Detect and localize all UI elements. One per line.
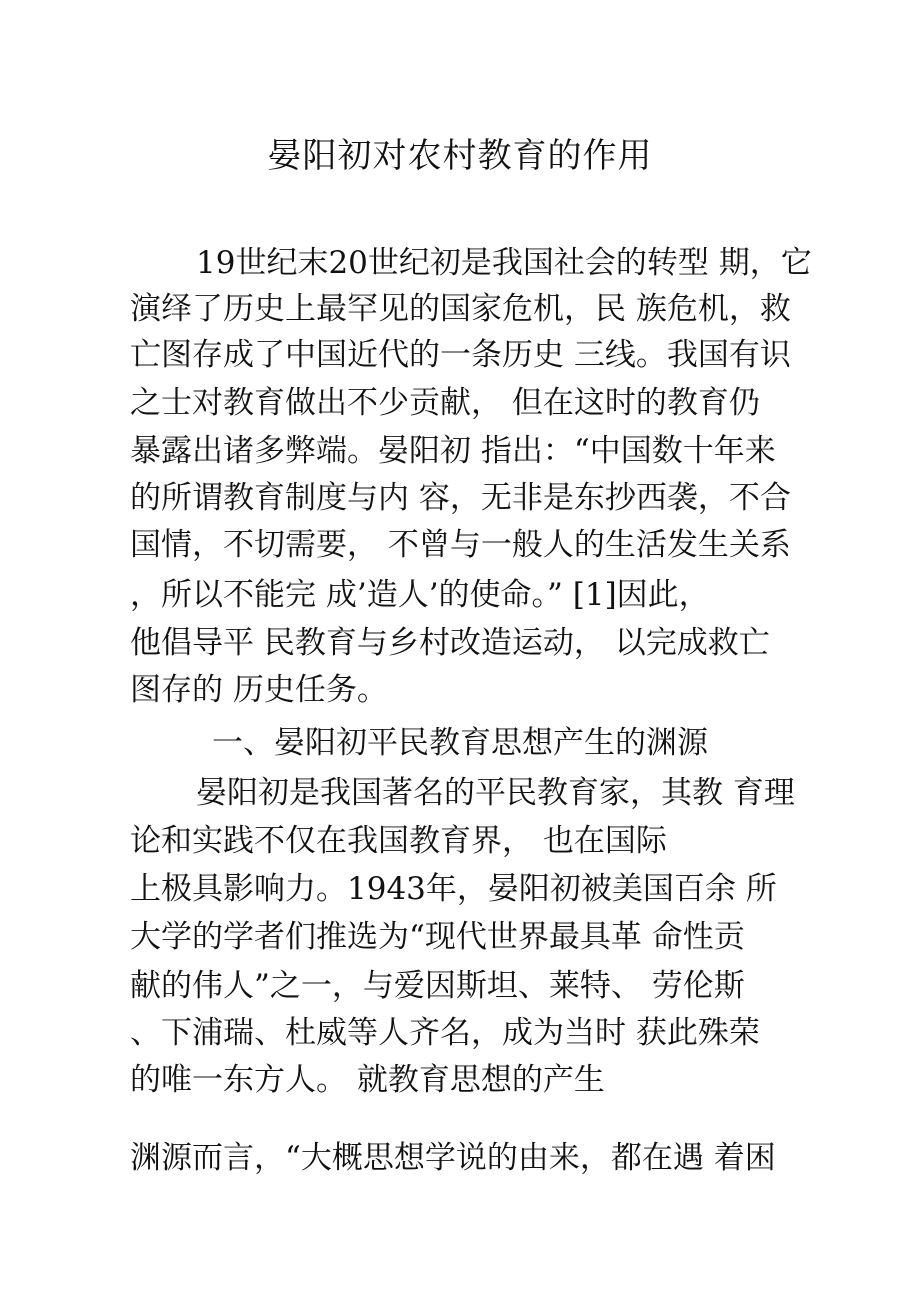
paragraph-1-line-8: ，所以不能完 成’造人’的使命。” [1]因此， [130,577,710,613]
paragraph-2-line-4: 大学的学者们推选为“现代世界最具革 命性贡 [130,919,745,955]
paragraph-2-line-7: 的唯一东方人。 就教育思想的产生 [130,1062,605,1098]
paragraph-1-line-2: 演绎了历史上最罕见的国家危机，民 族危机，救 [130,291,791,327]
paragraph-1-line-3: 亡图存成了中国近代的一条历史 三线。我国有识 [130,337,791,373]
paragraph-1-line-4: 之士对教育做出不少贡献， 但在这时的教育仍 [130,385,760,421]
paragraph-1-line-5: 暴露出诸多弊端。晏阳初 指出：“中国数十年来 [130,433,776,469]
paragraph-2-line-6: 、下浦瑞、杜威等人齐名，成为当时 获此殊荣 [130,1015,760,1051]
paragraph-1-line-6: 的所谓教育制度与内 容，无非是东抄西袭，不合 [130,480,791,516]
paragraph-2-line-1: 晏阳初是我国著名的平民教育家，其教 育理 [196,775,795,811]
document-title: 晏阳初对农村教育的作用 [267,136,653,176]
paragraph-3-line-1: 渊源而言，“大概思想学说的由来，都在遇 着困 [130,1140,776,1176]
paragraph-1-line-10: 图存的 历史任务。 [130,672,388,708]
paragraph-1-line-1: 19世纪末20世纪初是我国社会的转型 期，它 [196,245,812,281]
paragraph-1-line-7: 国情，不切需要， 不曾与一般人的生活发生关系 [130,527,791,563]
paragraph-2-line-3: 上极具影响力。1943年，晏阳初被美国百余 所 [130,871,777,907]
paragraph-1-line-9: 他倡导平 民教育与乡村改造运动， 以完成救亡 [130,625,770,661]
section-heading: 一、晏阳初平民教育思想产生的渊源 [212,725,708,761]
paragraph-2-line-2: 论和实践不仅在我国教育界， 也在国际 [130,823,667,859]
paragraph-2-line-5: 献的伟人”之一，与爱因斯坦、莱特、 劳伦斯 [130,968,745,1004]
